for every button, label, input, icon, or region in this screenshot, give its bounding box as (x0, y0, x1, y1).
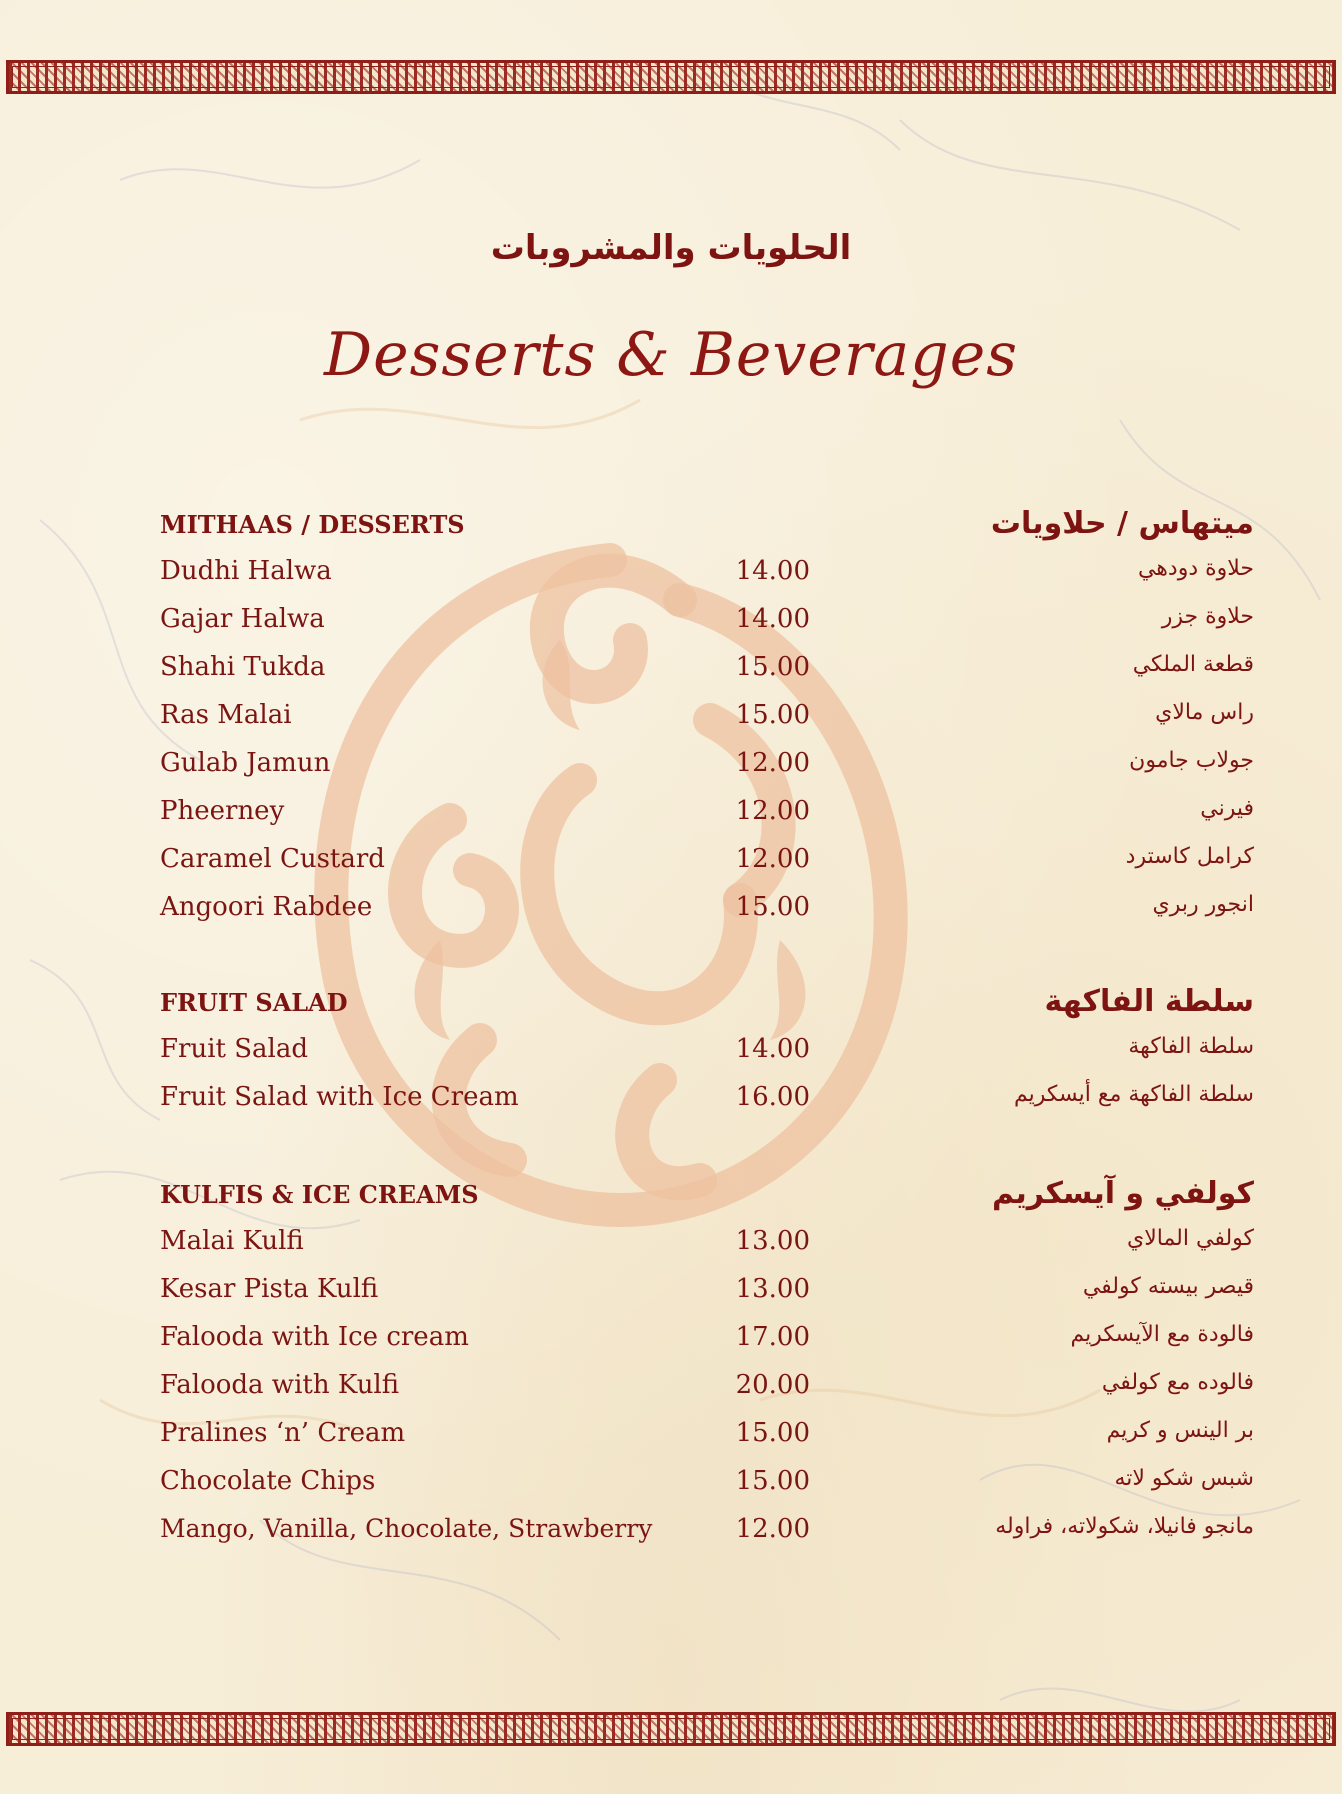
item-price: 15.00 (735, 1418, 810, 1448)
item-name-arabic: فالوده مع كولفي (1101, 1370, 1254, 1395)
item-price: 20.00 (735, 1370, 810, 1400)
section-heading-fruit-salad: FRUIT SALAD (160, 988, 348, 1017)
section-heading-kulfis-arabic: كولفي و آيسكريم (992, 1176, 1254, 1211)
item-name-arabic: قطعة الملكي (1132, 652, 1254, 677)
item-name-arabic: انجور ربري (1152, 892, 1254, 917)
item-price: 15.00 (735, 892, 810, 922)
section-heading-desserts-arabic: ميتهاس / حلاويات (990, 506, 1254, 541)
menu-item (0, 1322, 1342, 1362)
item-name: Falooda with Ice cream (160, 1322, 469, 1352)
item-name-arabic: كرامل كاسترد (1125, 844, 1254, 869)
item-price: 15.00 (735, 700, 810, 730)
item-name: Kesar Pista Kulfi (160, 1274, 379, 1304)
item-price: 15.00 (735, 1466, 810, 1496)
item-name-arabic: حلاوة دودهي (1137, 556, 1254, 581)
menu-item (0, 796, 1342, 836)
item-name-arabic: سلطة الفاكهة مع أيسكريم (1013, 1082, 1254, 1107)
item-price: 12.00 (735, 748, 810, 778)
item-name: Gulab Jamun (160, 748, 331, 778)
item-name: Malai Kulfi (160, 1226, 304, 1256)
top-ornamental-border (6, 60, 1336, 94)
item-price: 14.00 (735, 1034, 810, 1064)
menu-item (0, 1466, 1342, 1506)
menu-item (0, 700, 1342, 740)
menu-item (0, 748, 1342, 788)
item-price: 12.00 (735, 844, 810, 874)
item-price: 14.00 (735, 556, 810, 586)
page-title: Desserts & Beverages (323, 320, 1018, 390)
item-name: Fruit Salad with Ice Cream (160, 1082, 519, 1112)
item-price: 14.00 (735, 604, 810, 634)
item-name: Pralines ‘n’ Cream (160, 1418, 406, 1448)
section-heading-fruit-salad-arabic: سلطة الفاكهة (1044, 984, 1254, 1019)
menu-item (0, 1274, 1342, 1314)
item-price: 12.00 (735, 796, 810, 826)
item-price: 15.00 (735, 652, 810, 682)
item-name: Caramel Custard (160, 844, 385, 874)
section-heading-kulfis: KULFIS & ICE CREAMS (160, 1180, 479, 1209)
page-title-arabic: الحلويات والمشروبات (490, 228, 852, 268)
item-name: Ras Malai (160, 700, 292, 730)
menu-item (0, 1418, 1342, 1458)
menu-item (0, 844, 1342, 884)
item-name: Chocolate Chips (160, 1466, 376, 1496)
item-name-arabic: مانجو فانيلا، شكولاته، فراوله (995, 1514, 1254, 1539)
item-name: Dudhi Halwa (160, 556, 332, 586)
menu-item (0, 1370, 1342, 1410)
menu-item (0, 1226, 1342, 1266)
menu-item (0, 1034, 1342, 1074)
item-name-arabic: فالودة مع الآيسكريم (1070, 1322, 1254, 1347)
item-name: Fruit Salad (160, 1034, 309, 1064)
item-price: 13.00 (735, 1226, 810, 1256)
item-name: Mango, Vanilla, Chocolate, Strawberry (160, 1514, 653, 1543)
item-name-arabic: راس مالاي (1155, 700, 1254, 725)
menu-item (0, 892, 1342, 932)
item-price: 13.00 (735, 1274, 810, 1304)
item-name: Falooda with Kulfi (160, 1370, 400, 1400)
item-name: Shahi Tukda (160, 652, 326, 682)
section-heading-desserts: MITHAAS / DESSERTS (160, 510, 465, 539)
item-name-arabic: كولفي المالاي (1126, 1226, 1254, 1251)
item-name: Gajar Halwa (160, 604, 325, 634)
item-name-arabic: جولاب جامون (1129, 748, 1254, 773)
item-name-arabic: بر الينس و كريم (1106, 1418, 1254, 1443)
item-name-arabic: سلطة الفاكهة (1128, 1034, 1254, 1059)
menu-item (0, 556, 1342, 596)
menu-item (0, 1082, 1342, 1122)
item-price: 17.00 (735, 1322, 810, 1352)
item-price: 12.00 (735, 1514, 810, 1544)
menu-item (0, 604, 1342, 644)
menu-item (0, 1514, 1342, 1554)
item-name-arabic: قيصر بيسته كولفي (1082, 1274, 1254, 1299)
menu-item (0, 652, 1342, 692)
item-name-arabic: شبس شكو لاته (1114, 1466, 1254, 1491)
item-name-arabic: فيرني (1200, 796, 1254, 821)
item-name-arabic: حلاوة جزر (1161, 604, 1254, 629)
item-name: Pheerney (160, 796, 285, 826)
item-price: 16.00 (735, 1082, 810, 1112)
bottom-ornamental-border (6, 1712, 1336, 1746)
item-name: Angoori Rabdee (160, 892, 373, 922)
